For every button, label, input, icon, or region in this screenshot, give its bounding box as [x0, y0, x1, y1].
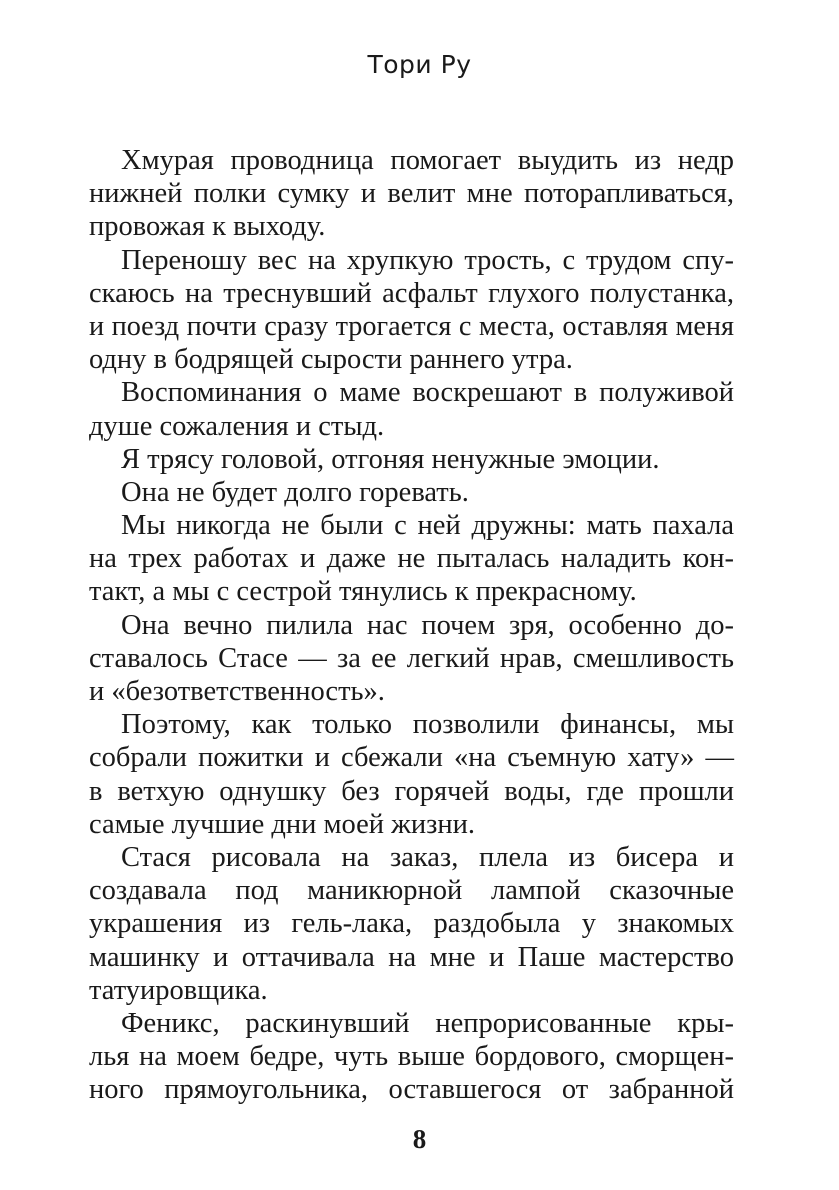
running-head-author: Тори Ру: [367, 50, 472, 79]
text-line: душе сожаления и стыд.: [89, 410, 385, 442]
text-line: провожая к выходу.: [89, 211, 326, 243]
text-line: Она вечно пилила нас почем зря, особенно до-: [121, 609, 734, 641]
text-line: Феникс, раскинувший непрорисованные кры-: [121, 1007, 734, 1039]
text-line: Хмурая проводница помогает выудить из недр: [121, 145, 734, 176]
text-line: собрали пожитки и сбежали «на съемную хату» —: [89, 742, 734, 774]
text-line: машинку и оттачивала на мне и Паше мастерство: [89, 941, 734, 973]
text-line: лья на моем бедре, чуть выше бордового, сморщен-: [89, 1041, 734, 1073]
text-line: Стася рисовала на заказ, плела из бисера и: [121, 841, 734, 873]
text-line: самые лучшие дни моей жизни.: [89, 808, 476, 840]
text-line: Воспоминания о маме воскрешают в полуживой: [121, 377, 734, 409]
text-line: в ветхую однушку без горячей воды, где прошли: [89, 775, 734, 807]
text-line: одну в бодрящей сырости раннего утра.: [89, 344, 573, 376]
text-line: нижней полки сумку и велит мне поторапливаться,: [89, 178, 734, 210]
text-line: и поезд почти сразу трогается с места, оставляя меня: [89, 310, 734, 342]
text-line: ставалось Стасе — за ее легкий нрав, смешливость: [89, 642, 734, 674]
text-line: татуировщика.: [89, 974, 268, 1006]
body-text: [89, 144, 734, 1106]
text-line: создавала под маникюрной лампой сказочные: [89, 875, 734, 907]
text-line: Я трясу головой, отгоняя ненужные эмоции.: [121, 443, 660, 475]
text-line: такт, а мы с сестрой тянулись к прекрасному.: [89, 576, 637, 608]
text-line: украшения из гель-лака, раздобыла у знакомых: [89, 908, 734, 940]
text-line: скаюсь на треснувший асфальт глухого полустанка,: [89, 277, 734, 309]
text-line: и «безответственность».: [89, 676, 385, 707]
page-number: 8: [412, 1124, 427, 1154]
text-line: ного прямоугольника, оставшегося от забранной: [89, 1074, 734, 1106]
text-line: Мы никогда не были с ней дружны: мать пахала: [121, 510, 734, 542]
text-line: Она не будет долго горевать.: [121, 476, 469, 508]
text-line: Переношу вес на хрупкую трость, с трудом спу-: [121, 244, 734, 276]
text-line: Поэтому, как только позволили финансы, мы: [121, 709, 734, 741]
text-line: на трех работах и даже не пыталась наладить кон-: [89, 543, 734, 575]
